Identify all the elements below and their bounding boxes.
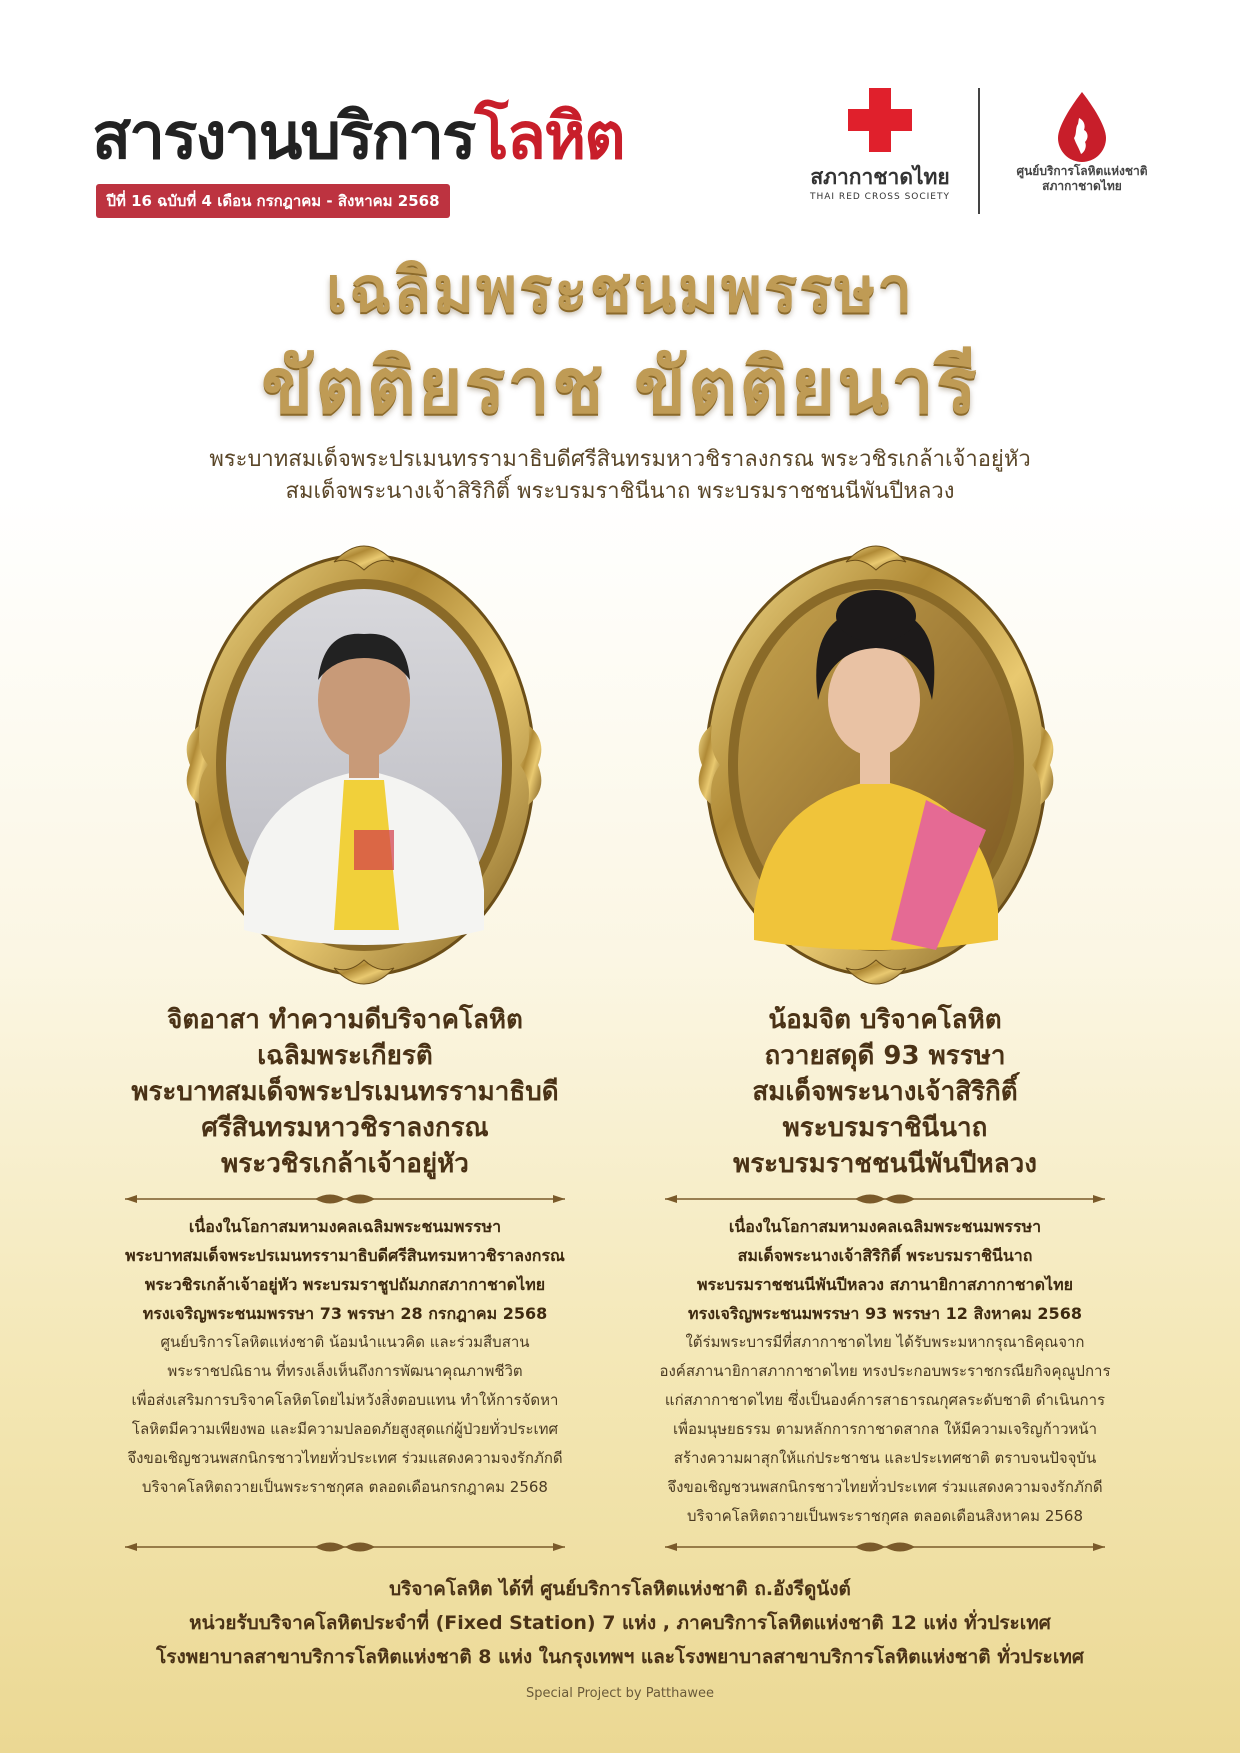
title-line: พระบาทสมเด็จพระปรเมนทรรามาธิบดี [131,1077,559,1107]
title-line: พระบรมราชชนนีพันปีหลวง [733,1149,1037,1179]
issue-badge: ปีที่ 16 ฉบับที่ 4 เดือน กรกฎาคม - สิงหาคม 2568 [96,184,450,218]
king-column-body [105,1212,585,1502]
body-line: ศูนย์บริการโลหิตแห่งชาติ น้อมนำแนวคิด และร่วมสืบสาน [160,1333,530,1351]
logo-divider [978,88,980,214]
red-cross-icon [848,88,912,152]
body-line: สร้างความผาสุกให้แก่ประชาชน และประเทศชาติ ตราบจนปัจจุบัน [673,1449,1097,1467]
body-line: พระวชิรเกล้าเจ้าอยู่หัว พระบรมราชูปถัมภกสภากาชาดไทย [144,1275,546,1294]
masthead-title-part1: สารงานบริการ [92,100,475,174]
king-column-title [105,1002,585,1182]
ornament-divider [125,1190,565,1208]
blood-center-org: สภากาชาดไทย [1042,179,1122,193]
body-line: เพื่อส่งเสริมการบริจาคโลหิตโดยไม่หวังสิ่งตอบแทน ทำให้การจัดหา [131,1391,559,1409]
body-line: ทรงเจริญพระชนมพรรษา 73 พรรษา 28 กรกฎาคม 2568 [142,1304,548,1323]
body-line: สมเด็จพระนางเจ้าสิริกิติ์ พระบรมราชินีนาถ [737,1246,1033,1265]
body-line: เพื่อมนุษยธรรม ตามหลักการกาชาดสากล ให้มีความเจริญก้าวหน้า [672,1420,1098,1438]
body-line: พระบรมราชชนนีพันปีหลวง สภานายิกาสภากาชาดไทย [697,1275,1073,1294]
headline-line-2: ขัตติยราช ขัตติยนารี [261,341,979,430]
body-line: โลหิตมีความเพียงพอ และมีความปลอดภัยสูงสุดแก่ผู้ป่วยทั่วประเทศ [131,1420,559,1438]
title-line: ศรีสินทรมหาวชิราลงกรณ [201,1113,489,1143]
ornament-divider [665,1538,1105,1556]
trc-name-en: THAI RED CROSS SOCIETY [810,192,950,202]
masthead-title [92,92,624,182]
title-line: พระบรมราชินีนาถ [782,1113,988,1143]
title-line: จิตอาสา ทำความดีบริจาคโลหิต [167,1005,523,1035]
title-line: น้อมจิต บริจาคโลหิต [768,1005,1002,1035]
blood-center-logo [992,88,1172,208]
body-line: ทรงเจริญพระชนมพรรษา 93 พรรษา 12 สิงหาคม 2568 [688,1304,1082,1323]
body-line: บริจาคโลหิตถวายเป็นพระราชกุศล ตลอดเดือนกรกฎาคม 2568 [142,1478,548,1496]
ornament-divider [125,1538,565,1556]
queen-portrait [696,530,1056,990]
ornament-divider [665,1190,1105,1208]
king-portrait [184,530,544,990]
queen-column-title [645,1002,1125,1182]
fixed-station-line: หน่วยรับบริจาคโลหิตประจำที่ (Fixed Station) 7 แห่ง , ภาคบริการโลหิตแห่งชาติ 12 แห่ง ทั่วประเทศ [189,1612,1051,1634]
title-line: สมเด็จพระนางเจ้าสิริกิติ์ [752,1077,1018,1107]
credit-text: Special Project by Patthawee [526,1686,714,1701]
queen-column-body [645,1212,1125,1531]
title-line: ถวายสดุดี 93 พรรษา [764,1041,1006,1071]
body-line: พระราชปณิธาน ที่ทรงเล็งเห็นถึงการพัฒนาคุณภาพชีวิต [167,1362,523,1380]
body-line: เนื่องในโอกาสมหามงคลเฉลิมพระชนมพรรษา [188,1217,502,1236]
blood-drop-icon [1052,88,1112,164]
title-line: พระวชิรเกล้าเจ้าอยู่หัว [221,1149,469,1179]
body-line: องค์สภานายิกาสภากาชาดไทย ทรงประกอบพระราชกรณียกิจคุณูปการ [659,1362,1111,1380]
body-line: จึงขอเชิญชวนพสกนิกรชาวไทยทั่วประเทศ ร่วมแสดงความจงรักภักดี [667,1478,1103,1496]
title-line: เฉลิมพระเกียรติ [257,1041,433,1071]
body-line: จึงขอเชิญชวนพสกนิกรชาวไทยทั่วประเทศ ร่วมแสดงความจงรักภักดี [127,1449,563,1467]
body-line: แก่สภากาชาดไทย ซึ่งเป็นองค์การสาธารณกุศลระดับชาติ ดำเนินการ [664,1391,1106,1409]
queen-full-title: สมเด็จพระนางเจ้าสิริกิติ์ พระบรมราชินีนาถ พระบรมราชชนนีพันปีหลวง [285,479,955,504]
masthead-title-part2: โลหิต [474,100,624,174]
body-line: บริจาคโลหิตถวายเป็นพระราชกุศล ตลอดเดือนสิงหาคม 2568 [686,1507,1083,1525]
body-line: ใต้ร่มพระบารมีที่สภากาชาดไทย ได้รับพระมหากรุณาธิคุณจาก [685,1333,1085,1351]
blood-center-name: ศูนย์บริการโลหิตแห่งชาติ [1016,164,1148,178]
hospital-branch-line: โรงพยาบาลสาขาบริการโลหิตแห่งชาติ 8 แห่ง ในกรุงเทพฯ และโรงพยาบาลสาขาบริการโลหิตแห่งชาติ ทั่วประเทศ [156,1646,1084,1668]
trc-name-th: สภากาชาดไทย [810,165,950,189]
body-line: เนื่องในโอกาสมหามงคลเฉลิมพระชนมพรรษา [728,1217,1042,1236]
body-line: พระบาทสมเด็จพระปรเมนทรรามาธิบดีศรีสินทรมหาวชิราลงกรณ [125,1246,565,1265]
headline-line-1: เฉลิมพระชนมพรรษา [325,253,915,326]
donation-location-line: บริจาคโลหิต ได้ที่ ศูนย์บริการโลหิตแห่งชาติ ถ.อังรีดูนังต์ [389,1578,851,1600]
king-full-title: พระบาทสมเด็จพระปรเมนทรรามาธิบดีศรีสินทรมหาวชิราลงกรณ พระวชิรเกล้าเจ้าอยู่หัว [209,447,1031,472]
thai-red-cross-logo [800,88,960,208]
